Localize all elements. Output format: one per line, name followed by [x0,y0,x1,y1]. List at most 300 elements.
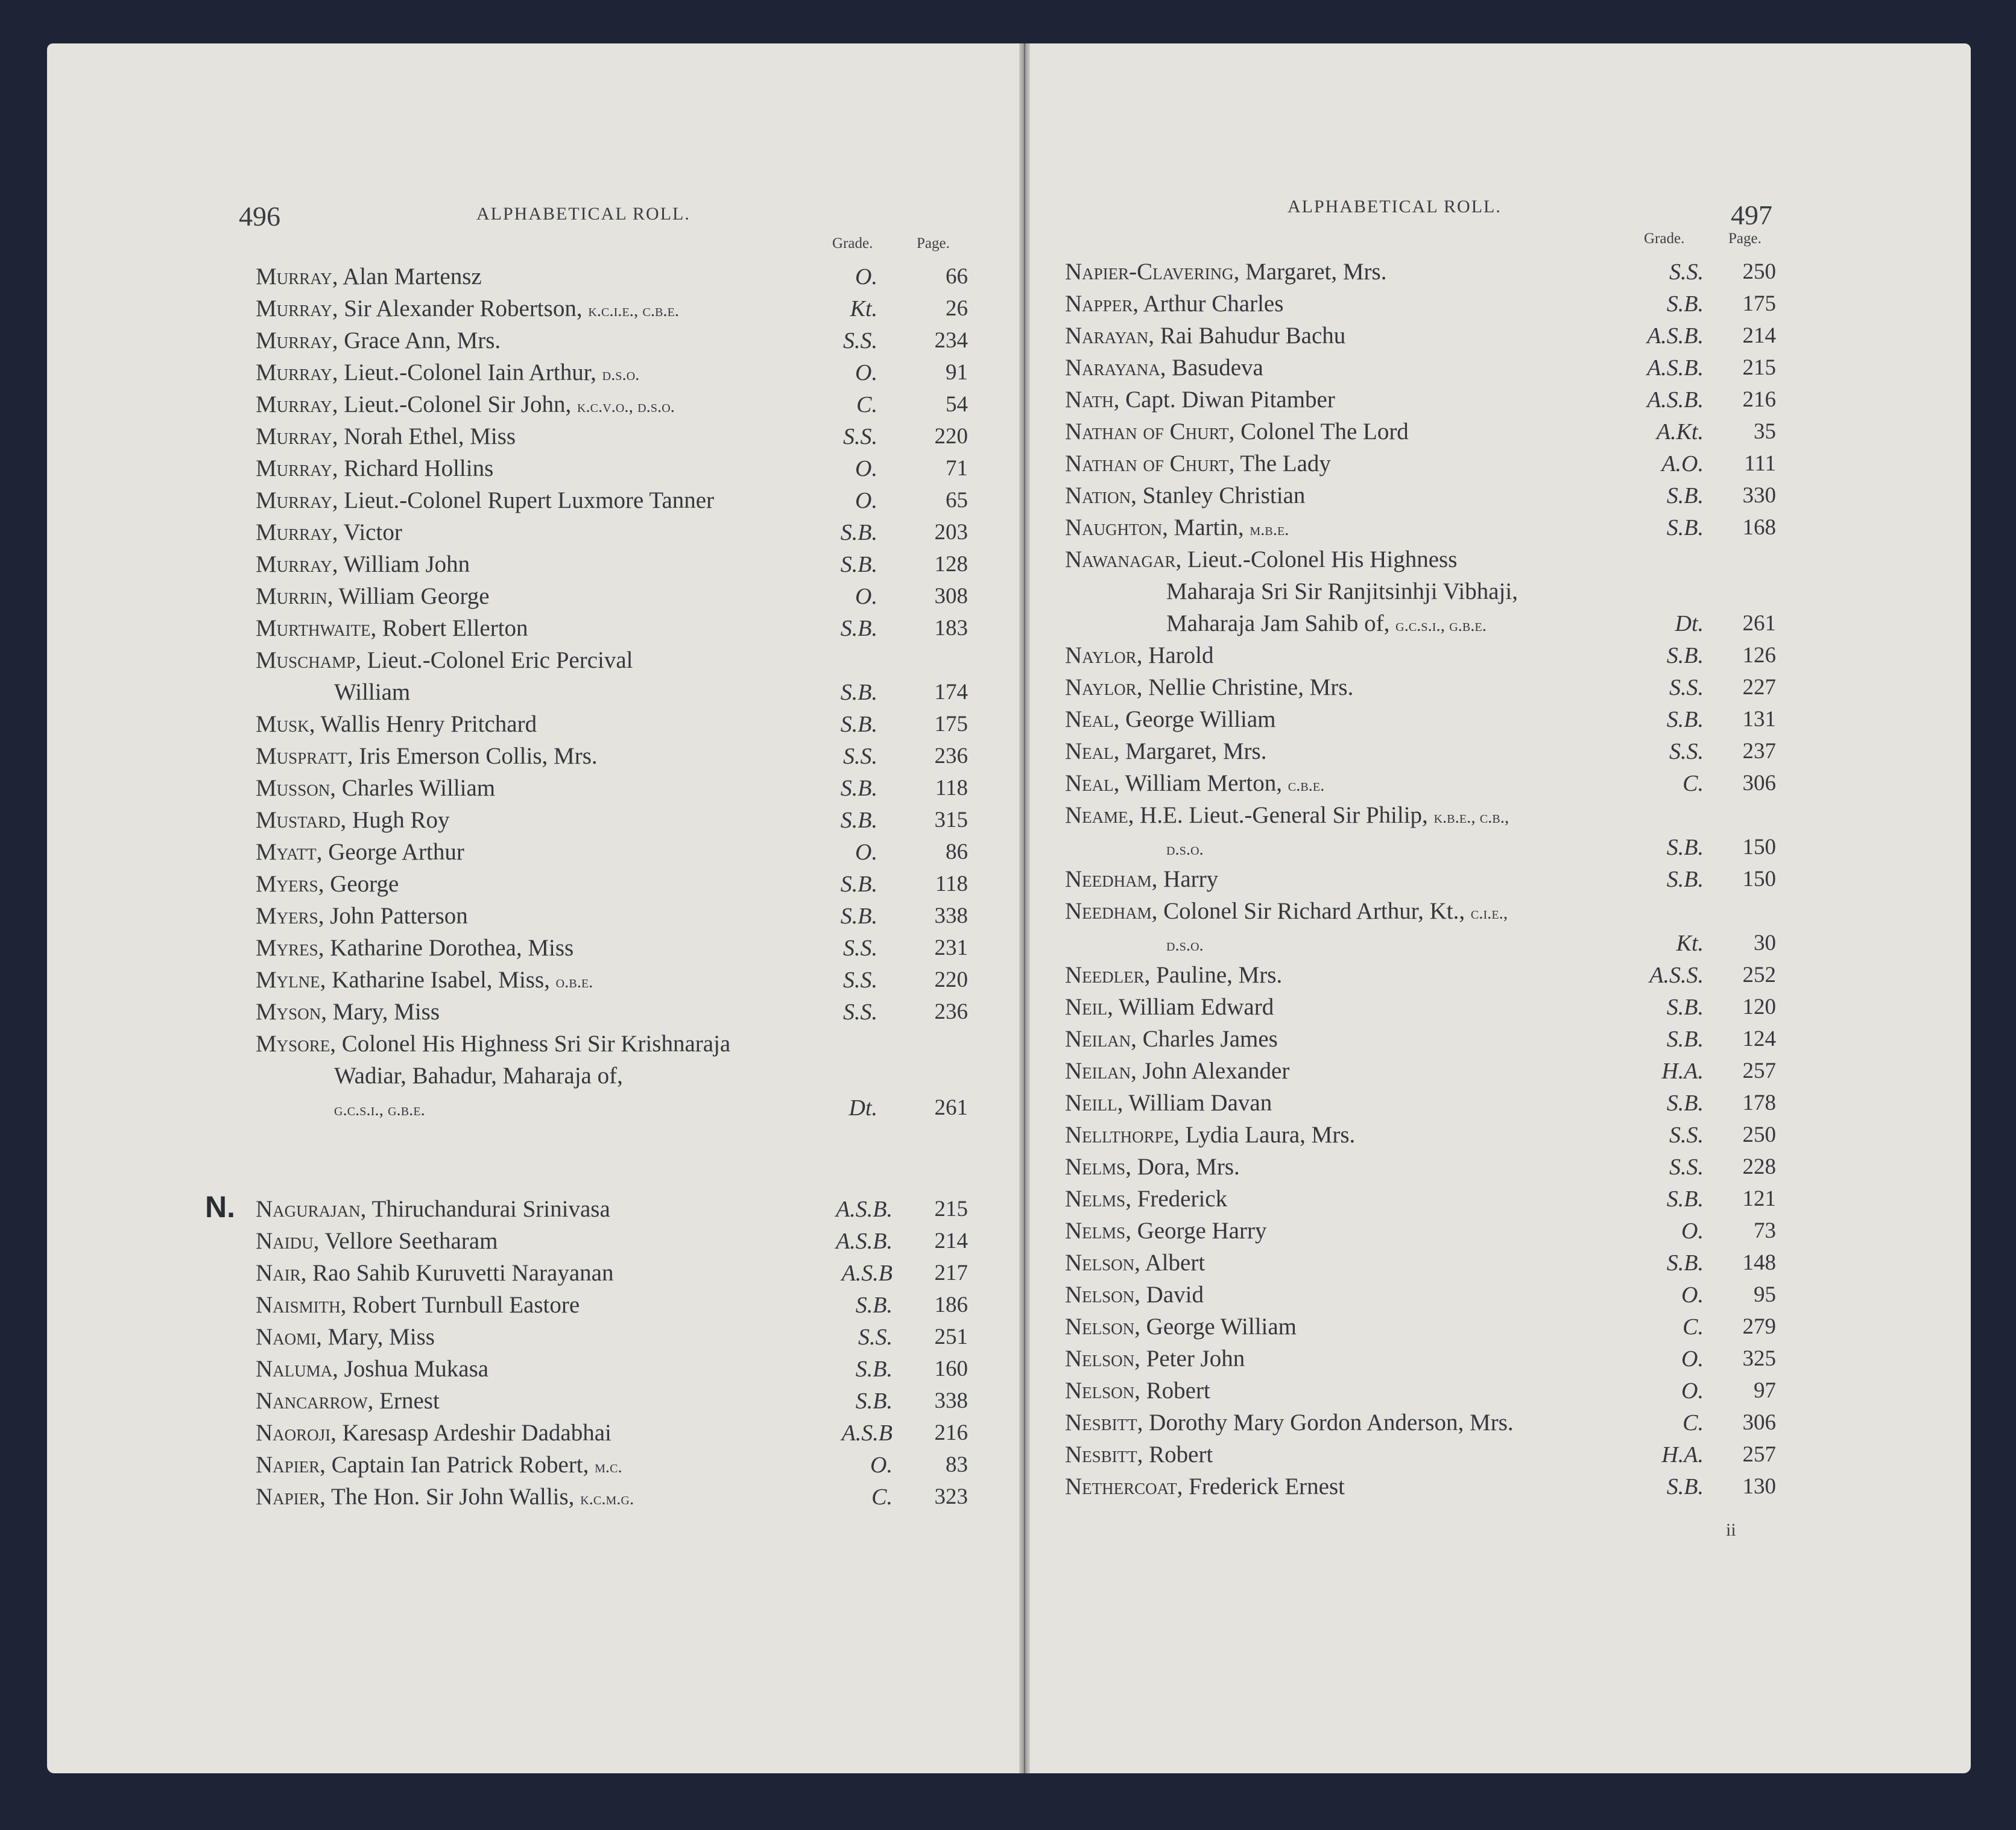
entry-page: 237 [1742,739,1776,764]
entry-grade: S.S. [843,999,877,1025]
entry-name [1065,481,1305,511]
entry-continuation: William [334,679,411,705]
entry-page: 66 [946,264,968,289]
entry-given-names: , Grace Ann, Mrs. [332,328,501,353]
roll-entry [0,353,2016,383]
entry-honours: k.c.v.o., d.s.o. [577,397,675,416]
entry-name [1065,896,1508,928]
roll-entry [0,736,2016,767]
entry-grade: O. [855,584,877,609]
entry-name [1065,321,1345,351]
entry-grade: S.B. [840,552,877,577]
entry-name [1065,417,1409,447]
entry-given-names: , H.E. Lieut.-General Sir Philip, [1128,802,1434,828]
entry-surname: Murray [256,359,332,385]
roll-entry [0,832,2016,863]
entry-page: 118 [935,776,968,800]
entry-grade: S.B. [1666,1474,1704,1499]
entry-page: 261 [1742,611,1776,636]
roll-entry [0,1248,2016,1278]
entry-given-names: , Lieut.-Colonel Rupert Luxmore Tanner [332,487,715,513]
entry-surname: Narayan [1065,323,1149,349]
entry-surname: Murray [256,519,332,545]
left-page-number: 496 [239,201,280,232]
entry-surname: Naoroji [256,1420,331,1446]
entry-grade: S.B. [840,616,877,641]
entry-surname: Nelson [1065,1250,1135,1276]
entry-grade: S.B. [840,872,877,897]
entry-surname: Murray [256,391,332,417]
entry-surname: Nath [1065,387,1114,413]
roll-entry [0,577,2016,607]
entry-page: 217 [934,1261,968,1285]
entry-page: 128 [934,552,968,577]
entry-surname: Murray [256,423,332,449]
entry-continuation: Wadiar, Bahadur, Maharaja of, [334,1063,623,1089]
entry-page: 111 [1744,451,1776,476]
entry-grade: C. [1683,1314,1704,1340]
entry-given-names: , Frederick Ernest [1177,1474,1345,1499]
entry-page: 250 [1742,259,1776,284]
entry-surname: Nesbitt [1065,1410,1137,1436]
entry-page: 148 [1742,1250,1776,1275]
entry-honours: k.c.m.g. [580,1489,634,1509]
entry-name [1065,289,1283,319]
entry-page: 120 [1742,995,1776,1019]
entry-grade: C. [856,392,877,417]
entry-grade: S.B. [1666,483,1704,508]
entry-page: 251 [934,1325,968,1349]
entry-surname: Nesbitt [1065,1442,1137,1467]
entry-honours: k.c.i.e., c.b.e. [588,301,680,320]
entry-page: 315 [934,808,968,832]
entry-grade: S.B. [840,808,877,833]
entry-given-names: , George William [1113,706,1276,732]
entry-given-names: , Margaret, Mrs. [1113,738,1267,764]
entry-surname: Naughton [1065,514,1163,540]
roll-entry [0,1088,2016,1118]
entry-grade: S.S. [843,744,877,769]
entry-grade: O. [855,840,877,865]
entry-grade: Dt. [848,1095,877,1121]
entry-page: 338 [934,1388,968,1413]
entry-grade: S.B. [1666,1091,1704,1116]
entry-surname: Needham [1065,898,1152,924]
entry-page: 216 [934,1420,968,1445]
entry-page: 214 [1742,323,1776,348]
entry-surname: Murrin [256,583,327,609]
entry-given-names: , Robert Turnbull Eastore [340,1292,580,1318]
entry-page: 54 [946,392,968,417]
entry-surname: Naidu [256,1228,314,1254]
entry-given-names: , Karesasp Ardeshir Dadabhai [330,1420,611,1446]
entry-name [1065,1280,1204,1310]
entry-page: 257 [1742,1059,1776,1083]
entry-given-names: , Charles James [1131,1026,1278,1052]
roll-entry [0,1184,2016,1214]
entry-page: 323 [934,1484,968,1509]
entry-grade: H.A. [1661,1059,1704,1084]
entry-grade: A.S.B [841,1420,893,1446]
entry-surname: Nethercoat [1065,1474,1177,1499]
entry-name [1065,1440,1213,1470]
entry-page: 91 [946,360,968,385]
entry-grade: S.B. [840,520,877,545]
entry-grade: O. [855,456,877,481]
roll-entry [0,321,2016,351]
entry-page: 168 [1742,515,1776,540]
entry-surname: Mylne [256,967,320,993]
entry-given-names: , Rai Bahudur Bachu [1148,323,1346,349]
entry-grade: S.S. [843,967,877,993]
entry-name [1065,1120,1355,1150]
entry-name [1065,1344,1245,1374]
entry-surname: Murray [256,551,332,577]
entry-surname: Napper [1065,291,1133,317]
entry-given-names: , Robert [1134,1378,1210,1404]
entry-name [1065,992,1274,1022]
entry-page: 174 [934,680,968,704]
entry-honours: o.b.e. [555,972,593,992]
entry-given-names: , Martin, [1162,514,1250,540]
entry-grade: S.S. [1669,675,1704,700]
roll-entry [0,481,2016,511]
entry-grade: H.A. [1661,1442,1704,1467]
entry-surname: Nancarrow [256,1388,368,1414]
entry-surname: Nelson [1065,1346,1135,1372]
entry-name [1065,1248,1205,1278]
entry-grade: S.S. [1669,1122,1704,1148]
entry-grade: A.Kt. [1656,419,1704,445]
entry-name [1065,1024,1278,1054]
entry-surname: Myatt [256,839,317,865]
entry-name [1065,704,1276,735]
entry-given-names: , Mary, Miss [316,1324,435,1350]
entry-page: 126 [1742,643,1776,668]
entry-grade: A.S.B. [1647,387,1704,413]
entry-page: 160 [934,1357,968,1381]
entry-given-names: , Thiruchandurai Srinivasa [360,1196,610,1222]
entry-surname: Neal [1065,738,1114,764]
entry-page: 95 [1754,1282,1776,1307]
entry-grade: S.B. [1666,707,1704,732]
entry-surname: Murray [256,296,332,321]
entry-page: 150 [1742,835,1776,860]
entry-surname: Neame [1065,802,1128,828]
roll-entry [0,1440,2016,1470]
roll-entry [0,1120,2016,1150]
entry-given-names: , George Arthur [316,839,464,865]
entry-name [1166,609,1487,641]
entry-page: 97 [1754,1378,1776,1403]
left-grade-header: Grade. [832,235,873,252]
entry-page: 73 [1754,1218,1776,1243]
entry-page: 215 [1742,355,1776,380]
entry-page: 228 [1742,1154,1776,1179]
entry-honours: m.c. [595,1457,622,1477]
left-running-head: ALPHABETICAL ROLL. [476,204,690,224]
entry-surname: Naismith [256,1292,341,1318]
entry-given-names: , Wallis Henry Pritchard [309,711,537,737]
roll-entry [0,513,2016,543]
entry-surname: Nelms [1065,1218,1126,1244]
entry-given-names: , Albert [1134,1250,1205,1276]
entry-grade: O. [855,360,877,385]
entry-given-names: , Iris Emerson Collis, Mrs. [347,743,598,769]
entry-given-names: , William Edward [1107,994,1274,1020]
roll-entry [0,928,2016,958]
entry-given-names: , George [318,871,399,897]
entry-grade: A.O. [1661,451,1704,476]
entry-grade: A.S.S. [1649,963,1704,988]
entry-page: 175 [1742,291,1776,316]
entry-surname: Narayana [1065,355,1160,381]
entry-page: 250 [1742,1122,1776,1147]
entry-surname: Needler [1065,962,1145,988]
entry-page: 71 [946,456,968,481]
entry-page: 216 [1742,387,1776,412]
entry-page: 330 [1742,483,1776,508]
entry-grade: A.S.B. [1647,323,1704,349]
entry-name [1065,1056,1289,1086]
entry-name [1065,1216,1266,1246]
entry-name [1166,832,1204,864]
roll-entry [0,1056,2016,1086]
entry-grade: S.B. [855,1388,893,1414]
roll-entry [0,800,2016,831]
entry-page: 236 [934,999,968,1024]
entry-page: 338 [934,904,968,928]
entry-honours: m.b.e. [1250,520,1289,539]
entry-honours: g.c.s.i., g.b.e. [334,1100,425,1119]
entry-given-names: , Colonel The Lord [1228,419,1409,445]
entry-continuation: Maharaja Sri Sir Ranjitsinhji Vibhaji, [1166,578,1518,604]
entry-grade: S.B. [1666,867,1704,892]
entry-grade: S.S. [843,424,877,449]
roll-entry [0,1152,2016,1182]
entry-page: 215 [934,1197,968,1221]
roll-entry [0,1408,2016,1438]
entry-grade: C. [1683,771,1704,796]
entry-surname: Neil [1065,994,1108,1020]
entry-surname: Muspratt [256,743,347,769]
entry-given-names: , Lieut.-Colonel Sir John, [332,391,577,417]
entry-given-names: , Nellie Christine, Mrs. [1136,674,1354,700]
roll-entry [0,1344,2016,1374]
entry-page: 306 [1742,1410,1776,1435]
entry-given-names: , Lieut.-Colonel Iain Arthur, [332,359,602,385]
entry-grade: Kt. [850,296,877,321]
entry-grade: A.S.B. [836,1229,893,1254]
entry-grade: S.S. [858,1325,893,1350]
entry-given-names: , The Lady [1228,451,1331,476]
entry-page: 236 [934,744,968,768]
entry-name [1065,864,1218,894]
entry-given-names: , John Patterson [318,903,468,929]
roll-entry [0,992,2016,1022]
entry-surname: Musson [256,775,330,801]
entry-given-names: , The Hon. Sir John Wallis, [320,1484,581,1510]
roll-entry [0,1280,2016,1310]
entry-page: 227 [1742,675,1776,700]
entry-surname: Nawanagar [1065,546,1176,572]
entry-name [1065,1184,1227,1214]
entry-given-names: , Ernest [367,1388,440,1414]
entry-surname: Napier [256,1452,320,1478]
entry-given-names: , Dora, Mrs. [1125,1154,1240,1180]
entry-surname: Nelson [1065,1314,1135,1340]
entry-surname: Needham [1065,866,1152,892]
entry-grade: S.S. [843,936,877,961]
entry-surname: Myers [256,871,318,897]
entry-page: 150 [1742,867,1776,891]
roll-entry [0,385,2016,415]
entry-grade: S.B. [1666,515,1704,540]
entry-grade: O. [1681,1218,1704,1244]
entry-given-names: , Joshua Mukasa [332,1356,489,1382]
entry-surname: Murray [256,264,332,290]
roll-entry [0,1024,2016,1054]
entry-surname: Napier [256,1484,320,1510]
entry-page: 183 [934,616,968,641]
entry-surname: Myres [256,935,318,961]
entry-grade: A.S.B [841,1261,893,1286]
entry-name [1166,577,1518,607]
roll-entry [0,545,2016,575]
roll-entry [0,257,2016,287]
entry-name [1065,385,1335,415]
entry-surname: Naylor [1065,674,1137,700]
entry-honours: d.s.o. [602,365,640,384]
entry-grade: S.B. [1666,291,1704,317]
entry-surname: Mustard [256,807,341,833]
entry-given-names: , Alan Martensz [332,264,482,290]
entry-grade: S.B. [855,1357,893,1382]
entry-grade: S.S. [843,328,877,353]
entry-surname: Naluma [256,1356,333,1382]
entry-given-names: , Charles William [330,775,496,801]
entry-page: 203 [934,520,968,545]
entry-given-names: , Margaret, Mrs. [1233,259,1387,285]
entry-given-names: , Lydia Laura, Mrs. [1174,1122,1356,1148]
entry-surname: Murthwaite [256,615,371,641]
entry-name [1065,1376,1210,1406]
entry-grade: S.B. [1666,1186,1704,1212]
entry-name [1065,1472,1345,1502]
section-letter-n: N. [205,1190,235,1224]
entry-given-names: , Peter John [1134,1346,1245,1372]
roll-entry [0,449,2016,479]
roll-entry [0,864,2016,894]
entry-surname: Neill [1065,1090,1117,1116]
entry-surname: Nelson [1065,1282,1135,1308]
entry-honours: d.s.o. [1166,840,1204,859]
entry-surname: Nelson [1065,1378,1135,1404]
entry-grade: C. [1683,1410,1704,1436]
entry-page: 83 [946,1452,968,1477]
entry-given-names: , Richard Hollins [332,455,494,481]
entry-name [1166,928,1204,960]
entry-given-names: , Harry [1151,866,1219,892]
entry-surname: Myers [256,903,318,929]
entry-page: 178 [1742,1091,1776,1115]
entry-given-names: , Captain Ian Patrick Robert, [320,1452,595,1478]
entry-page: 26 [946,296,968,321]
entry-page: 130 [1742,1474,1776,1499]
entry-given-names: , William John [332,551,470,577]
entry-page: 252 [1742,963,1776,987]
right-grade-header: Grade. [1644,230,1685,247]
entry-grade: Kt. [1676,931,1704,956]
entry-page: 220 [934,424,968,449]
entry-given-names: , William George [327,583,490,609]
entry-given-names: , Capt. Diwan Pitamber [1113,387,1335,413]
entry-given-names: , Colonel His Highness Sri Sir Krishnaraja [330,1031,731,1057]
entry-name [1065,1152,1240,1182]
entry-page: 118 [935,872,968,896]
entry-given-names: , Katharine Dorothea, Miss [318,935,574,961]
entry-grade: A.S.B. [1647,355,1704,381]
entry-grade: S.B. [840,776,877,801]
entry-grade: S.B. [1666,995,1704,1020]
entry-page: 124 [1742,1027,1776,1051]
entry-grade: S.B. [840,712,877,737]
entry-name [1065,1312,1297,1342]
entry-surname: Mysore [256,1031,330,1057]
right-page-number: 497 [1731,200,1772,230]
entry-continuation: Maharaja Jam Sahib of, [1166,610,1396,636]
entry-given-names: , John Alexander [1131,1058,1290,1084]
entry-grade: S.B. [1666,1027,1704,1052]
entry-given-names: , William Merton, [1113,770,1288,796]
entry-surname: Nagurajan [256,1196,361,1222]
roll-entry [0,289,2016,319]
entry-given-names: , David [1134,1282,1204,1308]
entry-given-names: , Arthur Charles [1133,291,1284,317]
entry-honours: c.i.e., [1470,904,1508,923]
entry-honours: k.b.e., c.b., [1433,808,1509,827]
entry-surname: Nathan of Churt [1065,419,1229,445]
entry-grade: O. [1681,1282,1704,1308]
roll-entry [0,417,2016,447]
entry-grade: Dt. [1675,611,1704,636]
entry-page: 30 [1754,931,1776,955]
right-running-head: ALPHABETICAL ROLL. [1288,197,1502,217]
entry-surname: Nelms [1065,1186,1126,1212]
entry-page: 121 [1742,1186,1776,1211]
entry-page: 86 [946,840,968,864]
entry-page: 65 [946,488,968,513]
entry-page: 279 [1742,1314,1776,1339]
roll-entry [0,673,2016,703]
entry-name [1065,545,1457,575]
entry-page: 35 [1754,419,1776,444]
entry-grade: O. [855,488,877,513]
entry-page: 261 [934,1095,968,1120]
roll-entry [0,641,2016,671]
entry-grade: S.B. [1666,1250,1704,1276]
entry-page: 214 [934,1229,968,1253]
left-page-header: Page. [917,235,950,252]
entry-name [1065,353,1263,383]
entry-name [1065,257,1386,287]
entry-given-names: , Victor [332,519,402,545]
entry-page: 175 [934,712,968,736]
entry-given-names: , Stanley Christian [1131,483,1306,508]
entry-given-names: , Mary, Miss [321,999,440,1025]
entry-surname: Napier-Clavering [1065,259,1234,285]
entry-given-names: , Dorothy Mary Gordon Anderson, Mrs. [1137,1410,1514,1436]
